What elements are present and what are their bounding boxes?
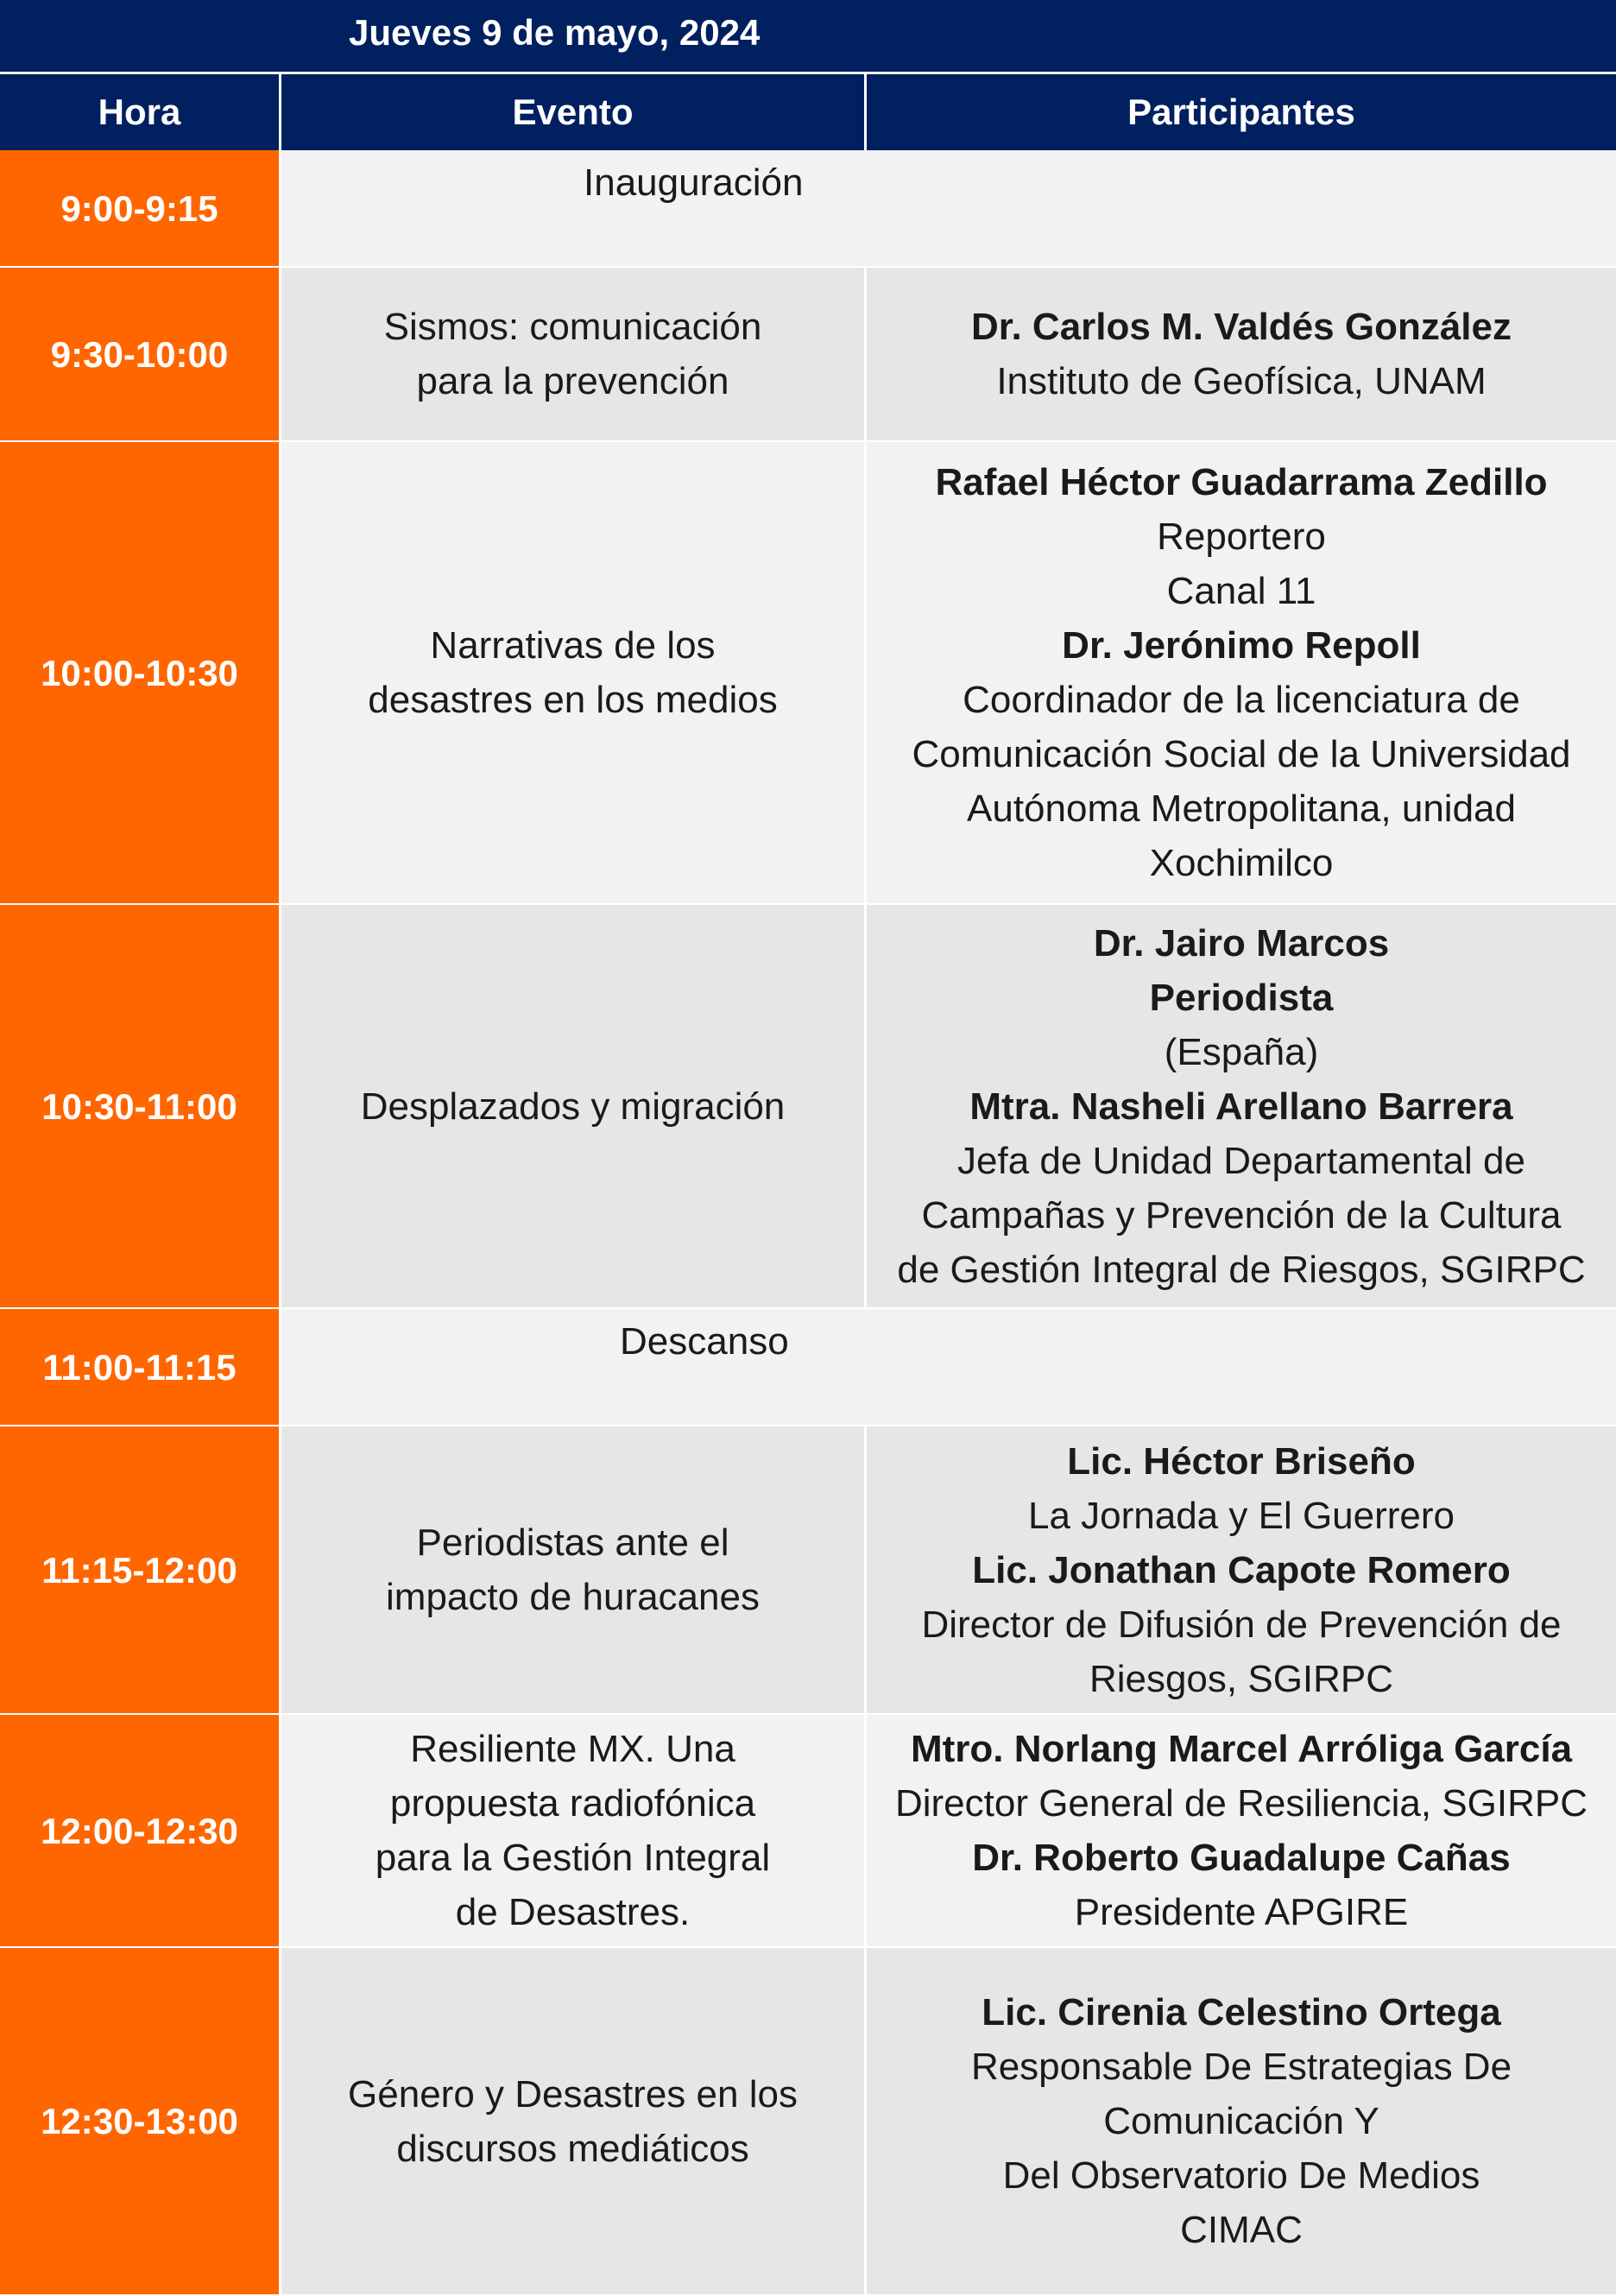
participant-detail: Canal 11 <box>1166 570 1316 612</box>
participant-name: Lic. Jonathan Capote Romero <box>972 1548 1511 1591</box>
participants-cell <box>867 1948 1616 2294</box>
participants-cell <box>867 905 1616 1307</box>
participant-name: Lic. Cirenia Celestino Ortega <box>982 1991 1501 2034</box>
event-line: impacto de huracanes <box>386 1576 760 1618</box>
merged-event-cell <box>281 150 1616 266</box>
header-participantes: Participantes <box>867 74 1616 150</box>
participants-cell <box>867 268 1616 440</box>
participant-name: Lic. Héctor Briseño <box>1067 1439 1416 1483</box>
participant-name: Periodista <box>1149 976 1334 1019</box>
time-cell: 10:00-10:30 <box>0 442 281 903</box>
table-row <box>0 442 1616 905</box>
header-evento: Evento <box>281 74 867 150</box>
participant-detail: CIMAC <box>1180 2209 1303 2251</box>
time-cell: 9:30-10:00 <box>0 268 281 440</box>
participant-detail: Autónoma Metropolitana, unidad <box>967 787 1516 830</box>
participant-name: Dr. Roberto Guadalupe Cañas <box>972 1837 1511 1879</box>
participant-detail: Director General de Resiliencia, SGIRPC <box>894 1782 1588 1825</box>
event-line: desastres en los medios <box>368 679 778 721</box>
merged-event-cell <box>281 1309 1616 1425</box>
participant-detail: Campañas y Prevención de la Cultura <box>921 1193 1562 1237</box>
event-line: propuesta radiofónica <box>389 1782 756 1825</box>
participants-cell <box>867 442 1616 903</box>
participant-name: Dr. Jairo Marcos <box>1093 921 1390 965</box>
participant-detail: Director de Difusión de Prevención de <box>921 1603 1562 1646</box>
event-cell <box>281 1426 867 1713</box>
event-line: Sismos: comunicación <box>383 306 762 348</box>
participant-name: Mtra. Nasheli Arellano Barrera <box>969 1085 1513 1128</box>
event-line: Resiliente MX. Una <box>410 1728 735 1770</box>
event-cell <box>281 442 867 903</box>
event-cell <box>281 1948 867 2294</box>
table-row <box>0 1426 1616 1715</box>
event-line: Periodistas ante el <box>416 1521 729 1564</box>
event-cell <box>281 268 867 440</box>
merged-event-label: Inauguración <box>584 161 804 204</box>
participant-name: Rafael Héctor Guadarrama Zedillo <box>935 461 1548 503</box>
participants-cell <box>867 1426 1616 1713</box>
header-hora: Hora <box>0 74 281 150</box>
table-row <box>0 1309 1616 1426</box>
table-row <box>0 905 1616 1309</box>
participant-detail: Instituto de Geofísica, UNAM <box>996 360 1487 402</box>
merged-event-label: Descanso <box>620 1320 789 1363</box>
participant-detail: Xochimilco <box>1149 842 1334 884</box>
event-line: discursos mediáticos <box>396 2127 749 2170</box>
participant-name: Dr. Carlos M. Valdés González <box>971 306 1512 348</box>
event-line: para la prevención <box>416 360 729 402</box>
participant-detail: Reportero <box>1157 515 1326 558</box>
participant-detail: Riesgos, SGIRPC <box>1089 1657 1394 1700</box>
time-cell: 11:15-12:00 <box>0 1426 281 1713</box>
participant-detail: La Jornada y El Guerrero <box>1027 1494 1455 1537</box>
time-cell: 12:30-13:00 <box>0 1948 281 2294</box>
table-row <box>0 1715 1616 1948</box>
time-cell: 10:30-11:00 <box>0 905 281 1307</box>
event-line: Desplazados y migración <box>360 1085 786 1128</box>
participant-detail: Jefa de Unidad Departamental de <box>957 1139 1525 1182</box>
participant-name: Dr. Jerónimo Repoll <box>1062 624 1421 667</box>
participant-name: Mtro. Norlang Marcel Arróliga García <box>910 1728 1573 1770</box>
time-cell: 9:00-9:15 <box>0 150 281 266</box>
table-row <box>0 1948 1616 2296</box>
time-cell: 12:00-12:30 <box>0 1715 281 1946</box>
table-row <box>0 268 1616 442</box>
schedule-date-title: Jueves 9 de mayo, 2024 <box>349 12 761 53</box>
time-cell: 11:00-11:15 <box>0 1309 281 1425</box>
participants-cell <box>867 1715 1616 1946</box>
event-line: Género y Desastres en los <box>348 2072 798 2116</box>
table-row <box>0 150 1616 268</box>
event-cell <box>281 1715 867 1946</box>
event-line: Narrativas de los <box>430 624 716 667</box>
participant-detail: Del Observatorio De Medios <box>1002 2154 1480 2197</box>
participant-detail: Comunicación Y <box>1103 2100 1379 2142</box>
participant-detail: Responsable De Estrategias De <box>970 2046 1512 2088</box>
table-body <box>0 150 1616 2296</box>
participant-detail: Coordinador de la licenciatura de <box>963 679 1520 721</box>
participant-detail: Presidente APGIRE <box>1074 1891 1409 1933</box>
participant-detail: Comunicación Social de la Universidad <box>912 733 1571 775</box>
event-line: para la Gestión Integral <box>375 1837 771 1879</box>
participant-detail: (España) <box>1164 1030 1319 1073</box>
event-line: de Desastres. <box>455 1891 691 1933</box>
participant-detail: de Gestión Integral de Riesgos, SGIRPC <box>897 1248 1586 1291</box>
event-cell <box>281 905 867 1307</box>
title-bar <box>0 0 1616 74</box>
table-header <box>0 74 1616 150</box>
